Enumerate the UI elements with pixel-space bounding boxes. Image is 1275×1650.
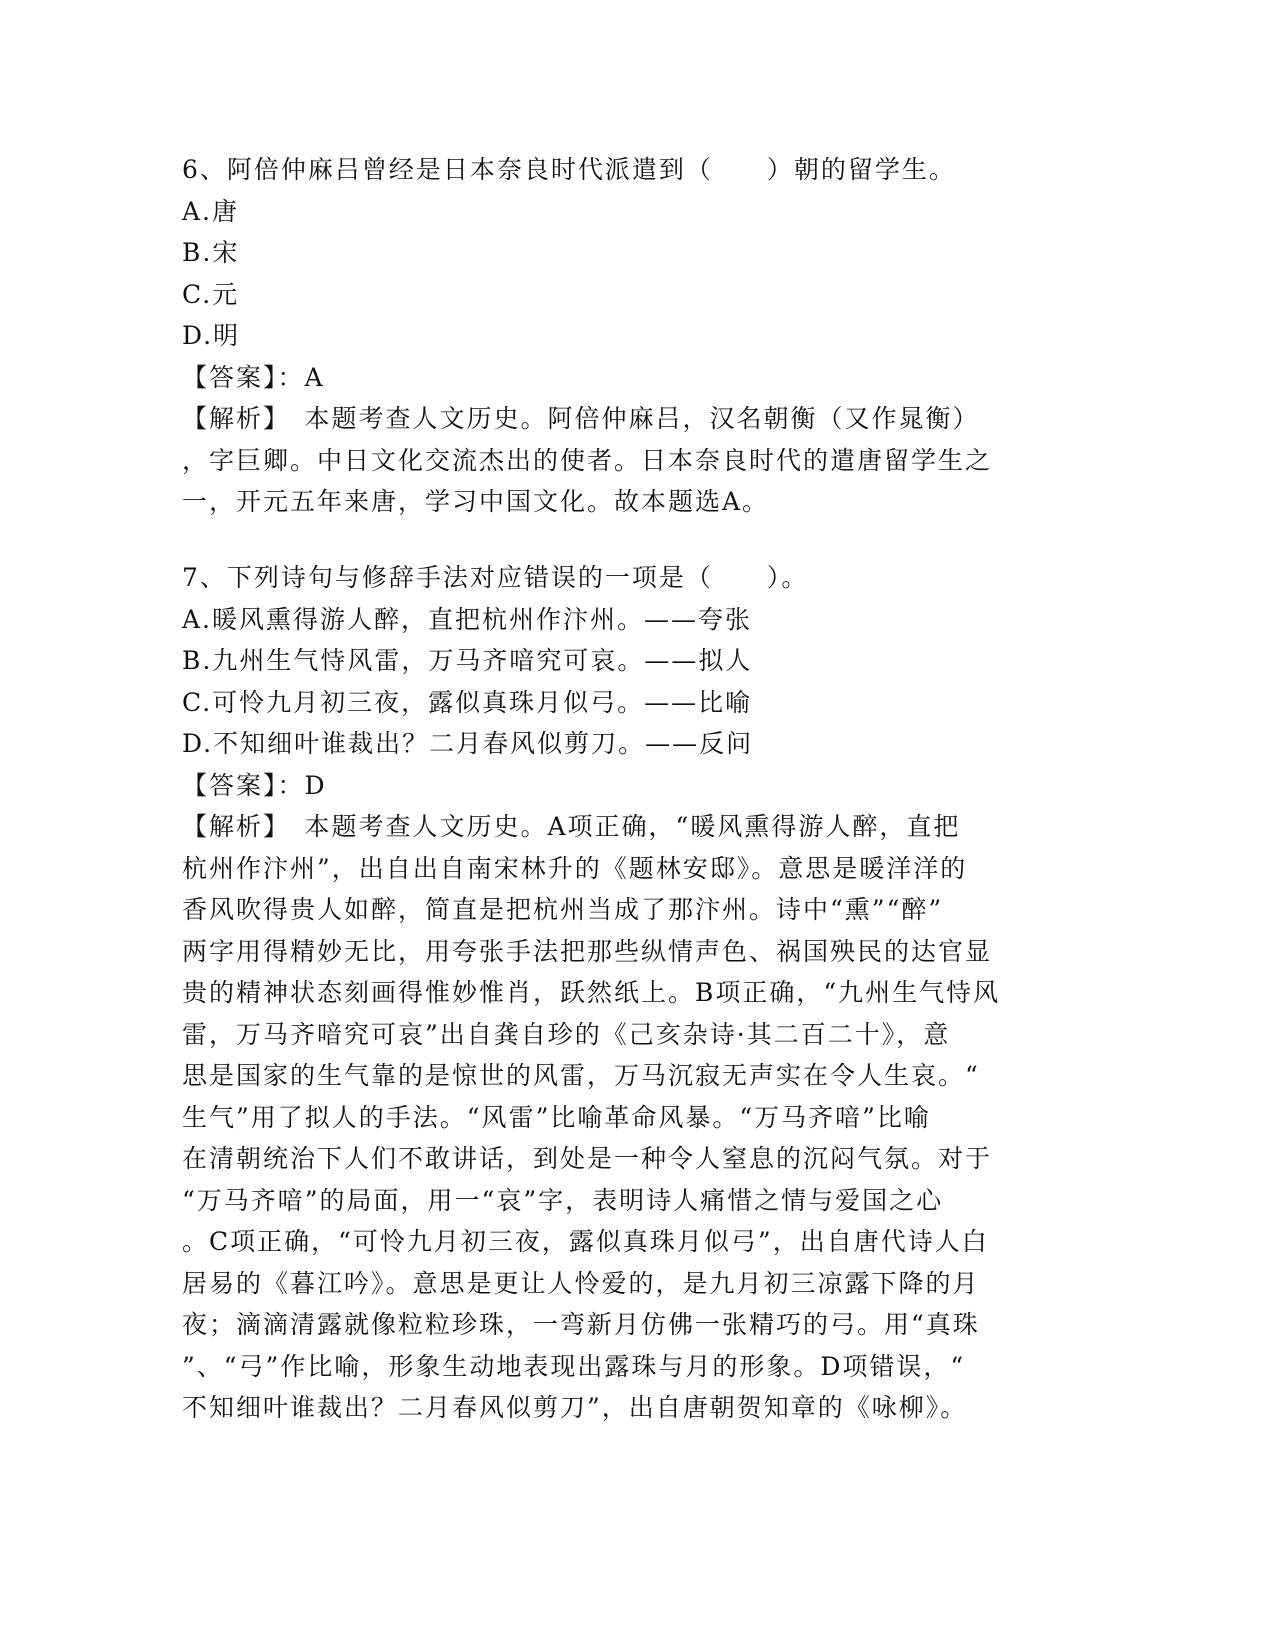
option-c: C.可怜九月初三夜，露似真珠月似弓。——比喻 <box>182 687 753 717</box>
answer-line: 【答案】：D <box>182 770 327 800</box>
question-stem: 6、阿倍仲麻吕曾经是日本奈良时代派遣到（ ）朝的留学生。 <box>182 155 956 184</box>
analysis-line: 在清朝统治下人们不敢讲话，到处是一种令人窒息的沉闷气氛。对于 <box>182 1144 993 1173</box>
question-6 <box>182 149 1082 523</box>
option-d: D.明 <box>182 321 241 350</box>
option-b: B.九州生气恃风雷，万马齐喑究可哀。——拟人 <box>182 646 753 675</box>
analysis-line: 生气”用了拟人的手法。“风雷”比喻革命风暴。“万马齐喑”比喻 <box>182 1102 931 1132</box>
question-7 <box>182 557 1082 1429</box>
analysis-line: 杭州作汴州”，出自出自南宋林升的《题林安邸》。意思是暖洋洋的 <box>182 853 968 883</box>
analysis-line: ”、“弓”作比喻，形象生动地表现出露珠与月的形象。D项错误，“ <box>182 1351 966 1381</box>
analysis-line: 贵的精神状态刻画得惟妙惟肖，跃然纸上。B项正确，“九州生气恃风 <box>182 978 1001 1007</box>
question-stem: 7、下列诗句与修辞手法对应错误的一项是（ ）。 <box>182 563 809 592</box>
analysis-line: 香风吹得贵人如醉，简直是把杭州当成了那汴州。诗中“熏”“醉” <box>182 895 944 924</box>
option-a: A.暖风熏得游人醉，直把杭州作汴州。——夸张 <box>182 604 753 634</box>
analysis-line: “万马齐喑”的局面，用一“哀”字，表明诗人痛惜之情与爱国之心 <box>182 1185 944 1215</box>
analysis-line: 【解析】 本题考查人文历史。阿倍仲麻吕，汉名朝衡（又作晁衡） <box>182 404 980 433</box>
analysis-line: 居易的《暮江吟》。意思是更让人怜爱的，是九月初三凉露下降的月 <box>182 1268 980 1298</box>
analysis-line: 不知细叶谁裁出？二月春风似剪刀”，出自唐朝贺知章的《咏柳》。 <box>182 1393 968 1422</box>
option-a: A.唐 <box>182 196 240 226</box>
analysis-line: 一，开元五年来唐，学习中国文化。故本题选A。 <box>182 487 770 516</box>
analysis-line: 两字用得精妙无比，用夸张手法把那些纵情声色、祸国殃民的达官显 <box>182 936 993 966</box>
analysis-line: 雷，万马齐喑究可哀”出自龚自珍的《己亥杂诗·其二百二十》，意 <box>182 1019 951 1049</box>
analysis-line: ，字巨卿。中日文化交流杰出的使者。日本奈良时代的遣唐留学生之 <box>182 445 993 475</box>
option-c: C.元 <box>182 279 240 309</box>
analysis-line: 思是国家的生气靠的是惊世的风雷，万马沉寂无声实在令人生哀。“ <box>182 1061 980 1090</box>
analysis-line: 夜；滴滴清露就像粒粒珍珠，一弯新月仿佛一张精巧的弓。用“真珠 <box>182 1310 980 1339</box>
option-d: D.不知细叶谁裁出？二月春风似剪刀。——反问 <box>182 729 754 758</box>
answer-line: 【答案】：A <box>182 362 325 392</box>
option-b: B.宋 <box>182 238 240 267</box>
analysis-line: 【解析】 本题考查人文历史。A项正确，“暖风熏得游人醉，直把 <box>182 812 961 841</box>
analysis-line: 。C项正确，“可怜九月初三夜，露似真珠月似弓”，出自唐代诗人白 <box>182 1227 989 1256</box>
